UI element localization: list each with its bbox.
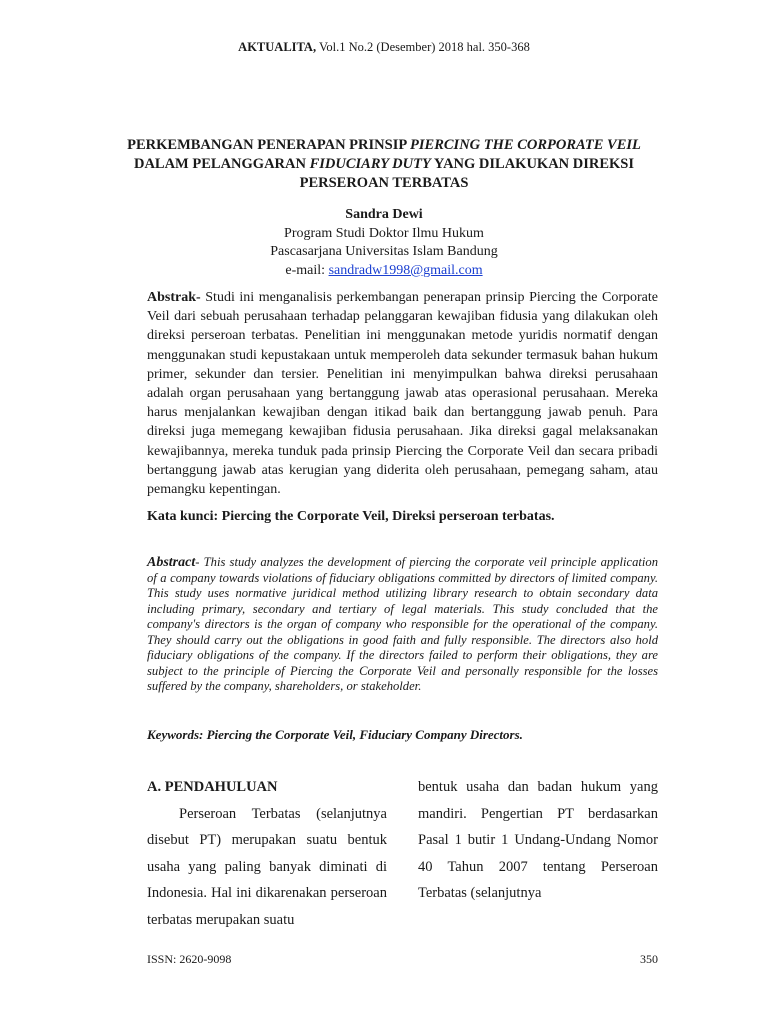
author-university: Pascasarjana Universitas Islam Bandung [270,244,498,259]
body-paragraph: Perseroan Terbatas (selanjutnya disebut PT) merupakan suatu bentuk usaha yang paling banyak diminati di Indonesia. Hal ini dikarenakan perseroan terbatas merupakan suatu [147,805,387,928]
paper-title [120,136,648,193]
abstrak-text: Studi ini menganalisis perkembangan penerapan prinsip Piercing the Corporate Veil dari sebuah perusahaan terhadap pelanggaran kewajiban fidusia yang dilakukan oleh direksi perseroan terbatas. Penelitian ini menggunakan metode yuridis normatif dengan menggunakan studi kepustakaan untuk memperoleh data sekunder termasuk bahan hukum primer, sekunder dan tersier. Penelitian ini menyimpulkan bahwa direksi perusahaan adalah organ perusahaan yang bertanggung jawab atas operasional perusahaan. Mereka harus menjalankan kewajiban dengan itikad baik dan bertanggung jawab penuh. Para direksi juga memegang kewajiban fidusia perusahaan. Jika direksi gagal melaksanakan kewajibannya, mereka tunduk pada prinsip Piercing the Corporate Veil dan secara pribadi bertanggung jawab atas kerugian yang diderita oleh perusahaan, pemegang saham, atau pemangku kepentingan. [147,290,658,498]
title-part: DALAM PELANGGARAN [133,156,310,172]
kata-kunci: Kata kunci: Piercing the Corporate Veil, Direksi perseroan terbatas. [147,509,555,524]
title-part: YANG DILAKUKAN DIREKSI PERSEROAN TERBATAS [299,156,635,191]
title-part: PERKEMBANGAN PENERAPAN PRINSIP [127,137,411,153]
abstract-text: - This study analyzes the development of piercing the corporate veil principle application of a company towards violations of fiduciary obligations committed by directors of limited company. This study uses normative juridical method utilizing library research to obtain secondary data including primary, secondary and tertiary of legal materials. This study concluded that the company's directors is the organ of company who responsible for the operational of the company. They should carry out the obligations in good faith and fully responsible. The directors also hold fiduciary obligations of the company. If the directors failed to perform their obligations, they are subject to the principle of Piercing the Corporate Veil and personally responsible for the losses suffered by the company, shareholders, or stakeholder. [147,555,658,693]
abstrak-paragraph [147,288,658,499]
running-header [0,40,768,55]
email-label: e-mail: [285,262,329,278]
abstract-paragraph [147,555,658,695]
author-block [120,206,648,280]
section-heading: A. PENDAHULUAN [147,779,278,795]
keywords: Keywords: Piercing the Corporate Veil, Fiduciary Company Directors. [147,727,523,742]
abstract-label: Abstract [147,555,196,570]
author-program: Program Studi Doktor Ilmu Hukum [284,225,484,241]
footer-issn: ISSN: 2620-9098 [147,952,232,966]
body-column-right [418,774,658,907]
body-column-left [147,774,387,933]
abstrak-label: Abstrak- [147,290,201,305]
journal-name: AKTUALITA, [238,40,317,54]
email-link[interactable]: sandradw1998@gmail.com [328,262,483,278]
title-italic-part: FIDUCIARY DUTY [309,156,431,172]
journal-volume-info: Vol.1 No.2 (Desember) 2018 hal. 350-368 [316,40,530,54]
page-number: 350 [640,952,658,966]
author-name: Sandra Dewi [345,207,423,222]
body-paragraph-continued: bentuk usaha dan badan hukum yang mandiri. Pengertian PT berdasarkan Pasal 1 butir 1 Undang-Undang Nomor 40 Tahun 2007 tentang Perseroan Terbatas (selanjutnya [418,779,658,901]
author-email-line [120,262,648,281]
title-italic-part: PIERCING THE CORPORATE VEIL [410,137,641,153]
